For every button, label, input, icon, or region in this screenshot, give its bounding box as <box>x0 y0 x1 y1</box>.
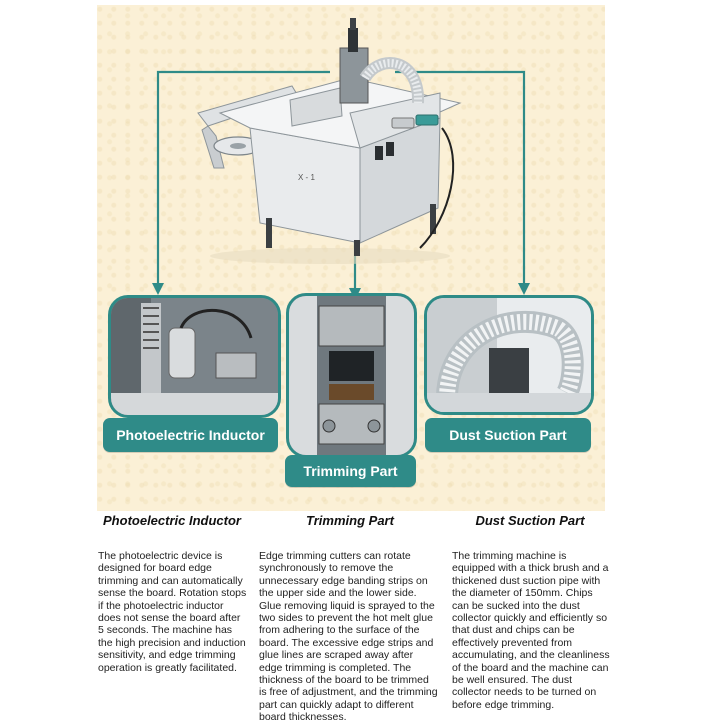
machine-model-label: X - 1 <box>298 173 315 182</box>
dust-suction-part-photo <box>424 295 594 415</box>
trimming-part-heading: Trimming Part <box>306 513 394 528</box>
dust-suction-part-label: Dust Suction Part <box>425 418 591 452</box>
dust-suction-part-description: The trimming machine is equipped with a thick brush and a thickened dust suction pipe with the diameter of 150mm. Chips can be sucked into the dust collector quickly and efficiently so that dust and chips can be effectively prevented from accumulating, and the cleanliness of the board and the machine can be well ensured. The dust collector needs to be turned on before edge trimming. <box>452 550 610 711</box>
trimming-part-label: Trimming Part <box>285 455 416 487</box>
photoelectric-inductor-description: The photoelectric device is designed for board edge trimming and can automatically sense the board. Rotation stops if the photoelectric inductor does not sense the board after 5 seconds. The machine has the high precision and induction sensitivity, and edge trimming operation is greatly facilitated. <box>98 550 247 674</box>
dust-suction-part-heading: Dust Suction Part <box>475 513 585 528</box>
edge-trimming-machine-image <box>180 18 480 268</box>
trimming-part-description: Edge trimming cutters can rotate synchronously to remove the unnecessary edge banding strips on the upper side and the lower side. Glue removing liquid is sprayed to the two sides to prevent the hot melt glue from adhering to the surface of the board. The excessive edge strips and glue lines are scraped away after edge trimming is completed. The thickness of the board to be trimmed is free of adjustment, and the trimming part can quickly adapt to different board thicknesses. <box>259 550 438 724</box>
trimming-part-photo <box>286 293 417 458</box>
photoelectric-inductor-photo <box>108 295 281 418</box>
arrowhead-dust <box>518 283 530 295</box>
arrowhead-photoelectric <box>152 283 164 295</box>
photoelectric-inductor-heading: Photoelectric Inductor <box>103 513 241 528</box>
photoelectric-inductor-label: Photoelectric Inductor <box>103 418 278 452</box>
